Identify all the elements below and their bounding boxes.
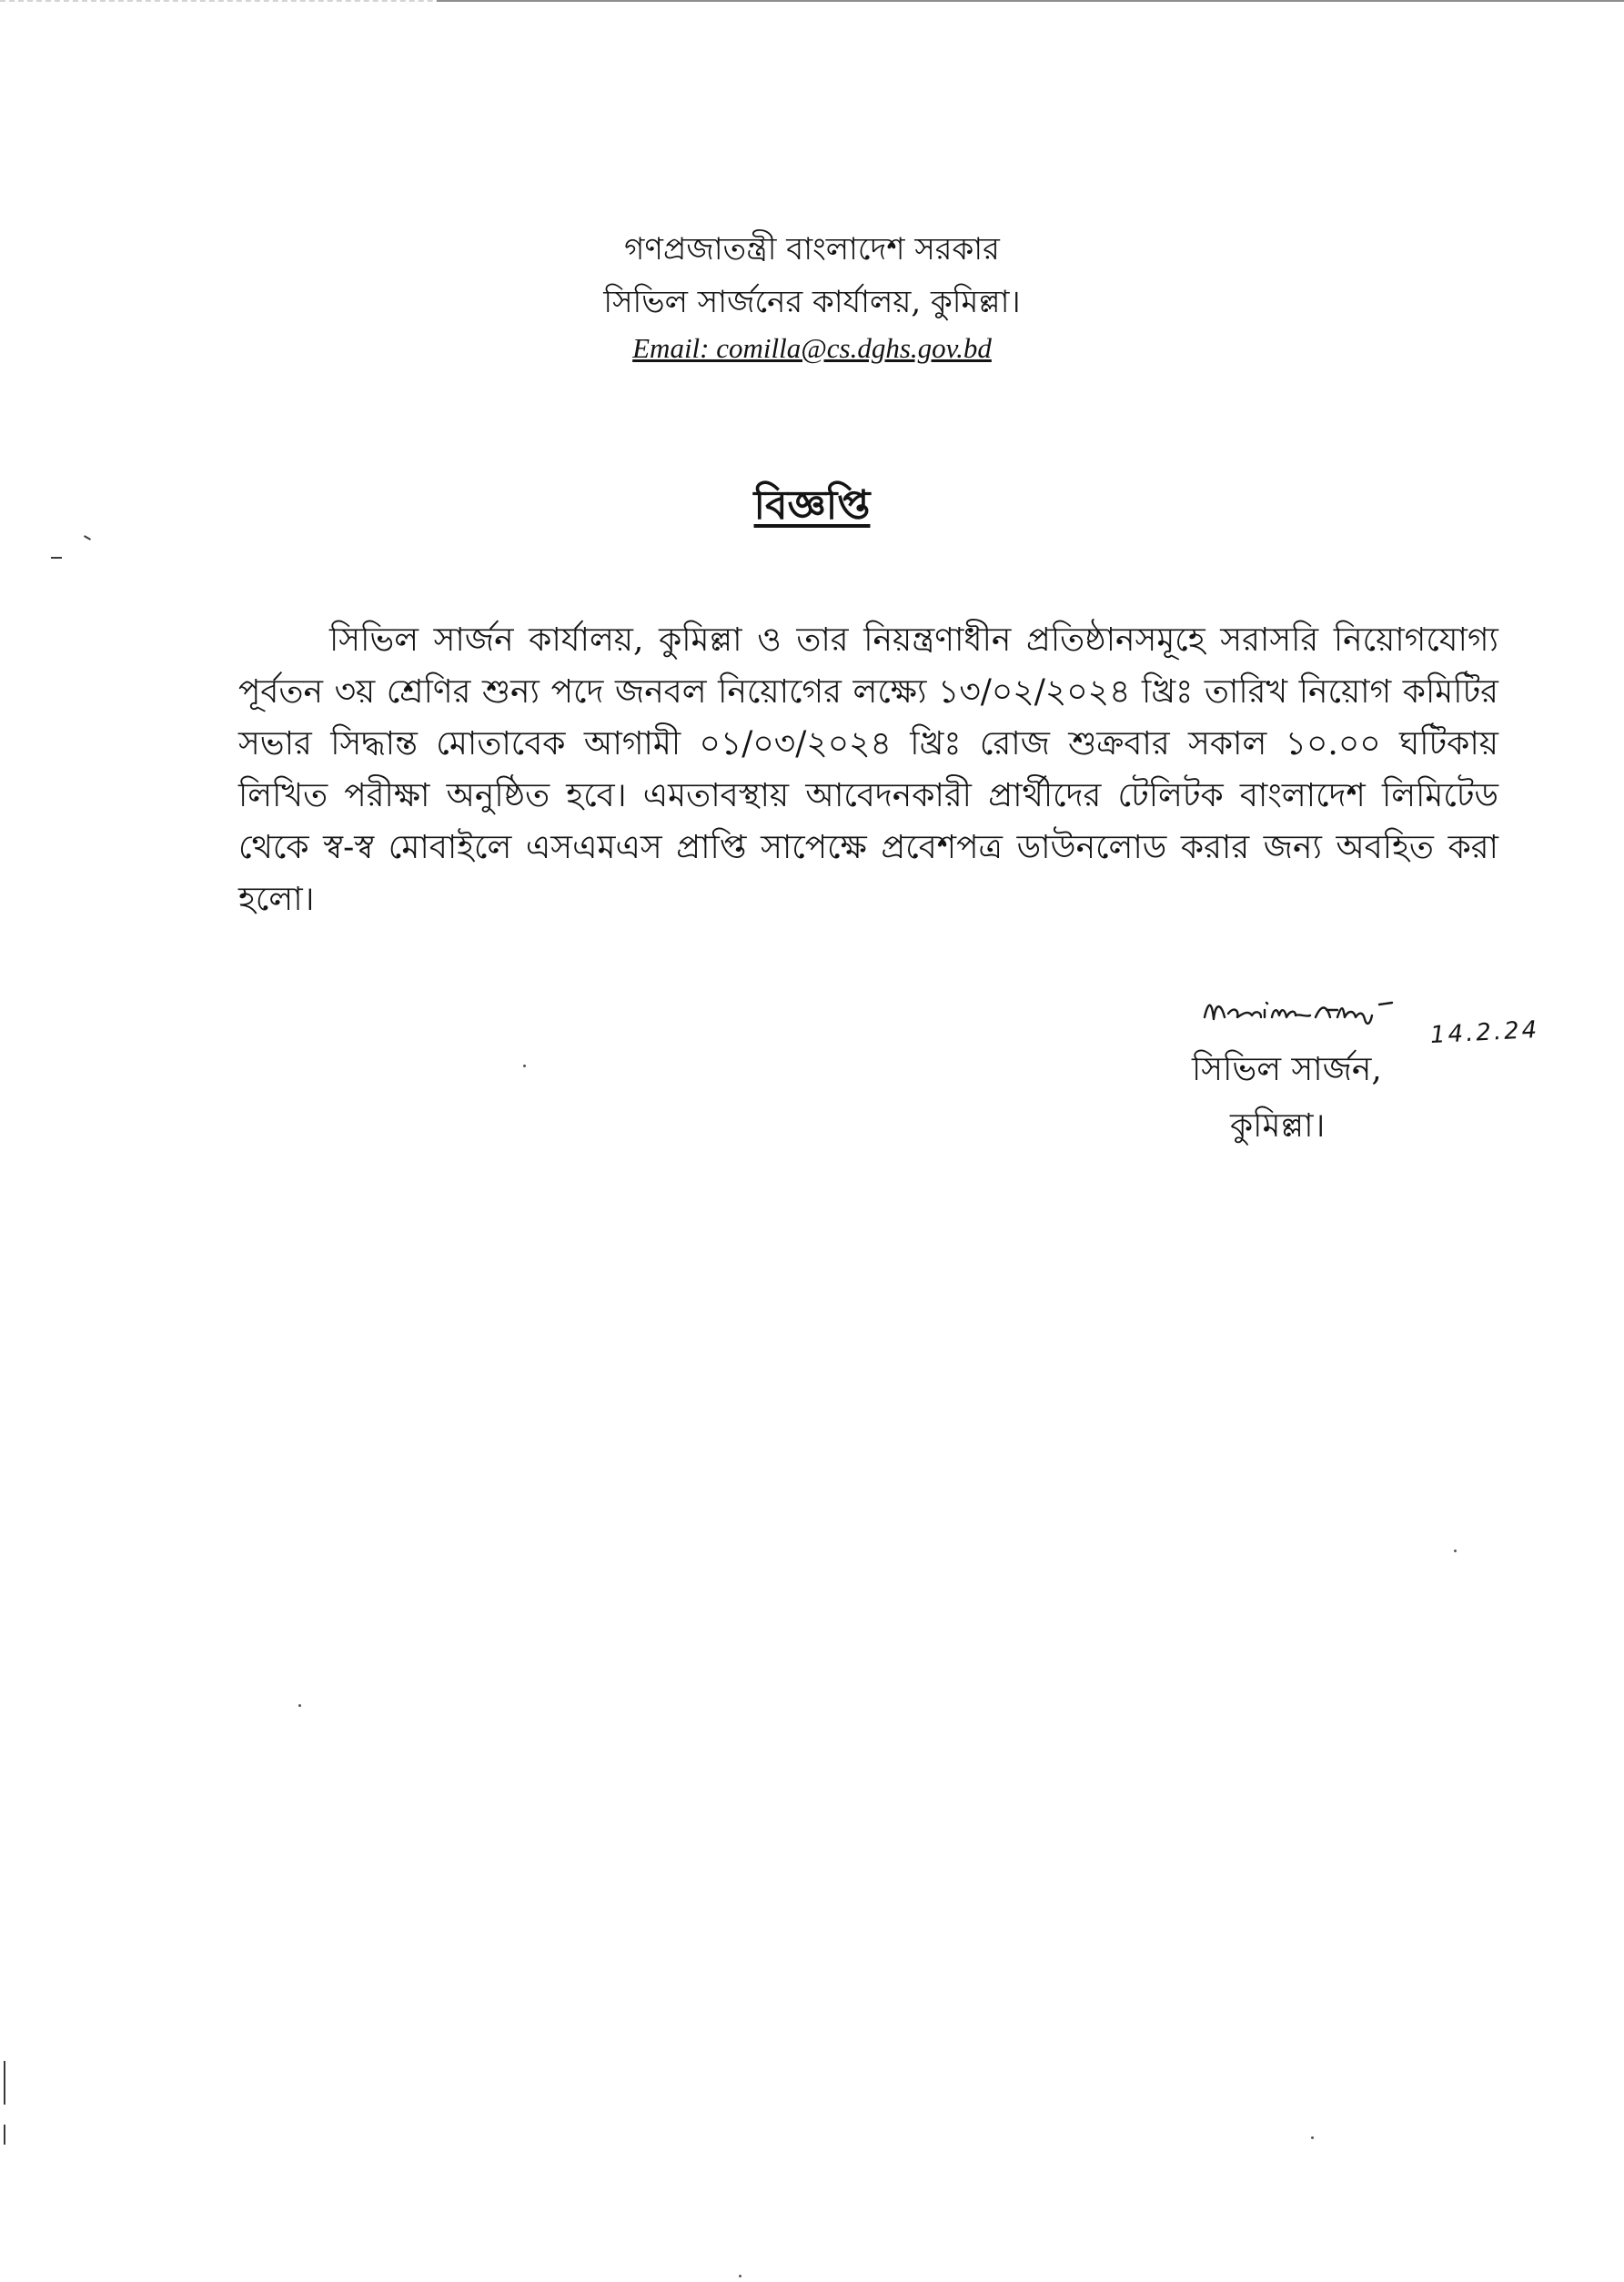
scan-edge-line [437, 0, 1624, 2]
notice-body: সিভিল সার্জন কার্যালয়, কুমিল্লা ও তার নিয়ন্ত্রণাধীন প্রতিষ্ঠানসমূহে সরাসরি নিয়োগযোগ্য পূর্বতন ৩য় শ্রেণির শুন্য পদে জনবল নিয়োগের লক্ষ্যে ১৩/০২/২০২৪ খ্রিঃ তারিখ নিয়োগ কমিটির সভার সিদ্ধান্ত মোতাবেক আগামী ০১/০৩/২০২৪ খ্রিঃ রোজ শুক্রবার সকাল ১০.০০ ঘটিকায় লিখিত পরীক্ষা অনুষ্ঠিত হবে। এমতাবস্থায় আবেদনকারী প্রার্থীদের টেলিটক বাংলাদেশ লিমিটেড থেকে স্ব-স্ব মোবাইলে এসএমএস প্রাপ্তি সাপেক্ষে প্রবেশপত্র ডাউনলোড করার জন্য অবহিত করা হলো। [238, 621, 1498, 918]
notice-title: বিজ্ঞপ্তি [753, 482, 871, 529]
office-email: Email: comilla@cs.dghs.gov.bd [632, 332, 992, 364]
signature-date: 14.2.24 [1429, 1015, 1540, 1050]
government-name: গণপ্রজাতন্ত্রী বাংলাদেশ সরকার [624, 231, 1000, 268]
scan-mark [51, 557, 62, 559]
scan-speck [1454, 1550, 1457, 1552]
signatory-designation: সিভিল সার্জন, [1192, 1051, 1382, 1088]
scan-speck [739, 2275, 741, 2277]
scan-speck [1311, 2136, 1314, 2139]
scan-mark [4, 2061, 5, 2105]
scan-speck [298, 1704, 301, 1707]
signature-block [1183, 983, 1583, 1165]
scan-mark [4, 2125, 5, 2145]
scan-speck [523, 1065, 526, 1067]
office-name: সিভিল সার্জনের কার্যালয়, কুমিল্লা। [603, 284, 1021, 320]
signatory-place: কুমিল্লা। [1230, 1107, 1326, 1145]
